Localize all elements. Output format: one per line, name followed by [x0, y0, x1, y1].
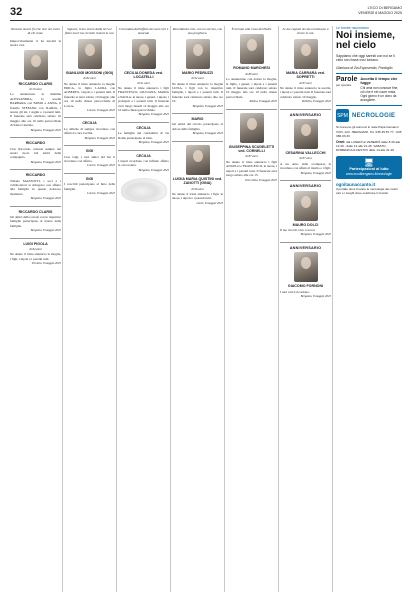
notice-place-date: Lovere, 8 maggio 2025 [87, 163, 115, 168]
sidebar-title: Noi insieme, nel cielo [336, 30, 395, 51]
deceased-name: LUIGI PIGOLA [23, 241, 48, 246]
parole-box [336, 77, 402, 102]
deceased-name: ROMANO MARCHESI [233, 66, 270, 71]
obituary-column-6 [280, 26, 331, 303]
notice-text: I nipoti ricordano con infinito affetto la cara nonna. [118, 158, 169, 168]
notice-quote: Circondata dall'affetto dei suoi cari è mancata [118, 27, 169, 36]
condolence-notice [64, 149, 115, 168]
column-divider [170, 26, 171, 592]
portrait-photo [294, 39, 318, 69]
agency-link[interactable]: ognitaunaccanto.it [336, 181, 376, 187]
info-hours-title: Orari: [336, 139, 346, 144]
newspaper-name: L'ECO DI BERGAMO [367, 6, 402, 10]
necrologie-header [336, 109, 402, 122]
anniversary-notice [280, 113, 331, 175]
agency-text: Il portale dove trovare le necrologie dei nostri cari e i luoghi dove celebrare il ricordo. [336, 186, 398, 195]
notice-divider [10, 238, 61, 239]
notice-divider [64, 117, 115, 118]
parole-heading: Accetta il tempo che fugge [360, 77, 398, 86]
deceased-age: di 87 anni [299, 156, 312, 161]
notice-quote: È tornato alla Casa del Padre [231, 27, 272, 31]
obituary-notice [118, 27, 169, 117]
notice-place-date: Lovere, 8 maggio 2025 [87, 190, 115, 195]
notice-text: Ne danno il triste annuncio la moglie ERICA, la figlia LAURA con ALBERTO, i nipoti e i parenti tutti. Il funerale si terrà sabato 10 maggio alle ore 10 nella chiesa parrocchiale di Lovere. [64, 81, 115, 108]
notice-place-date: Bergamo, 8 maggio 2025 [138, 167, 169, 172]
notice-text: Ne danno il triste annuncio le sorelle, i nipoti e i parenti tutti. Il funerale sarà celebrato sabato 10 maggio. [280, 86, 331, 99]
notice-place-date: Bergamo, 8 maggio 2025 [138, 140, 169, 145]
deceased-name: MARIO PEDRUZZI [182, 70, 213, 75]
spm-logo-icon: SPM [336, 109, 349, 122]
deceased-name: LUIGIA MARIA QUISTINI ved. ZANOTTI (GINA) [172, 176, 223, 186]
portrait-photo [294, 252, 318, 282]
obituary-column-4 [172, 26, 223, 210]
sidebar-divider [336, 105, 402, 106]
deceased-name: RICCARDO [25, 173, 46, 178]
portrait-photo [186, 145, 210, 175]
deceased-name: GIANLUIGI MOSSONI (GIGI) [65, 70, 114, 75]
notice-place-date: Verdello, 8 maggio 2025 [301, 99, 331, 104]
notice-divider [10, 206, 61, 207]
notice-quote: Le tue ragioni di vita continuano a vivere in noi. [282, 27, 329, 36]
anniversary-heading: ANNIVERSARIO [289, 184, 322, 189]
notice-place-date: Bergamo, 8 maggio 2025 [138, 112, 169, 117]
deceased-age: di 91 anni [137, 80, 150, 85]
notice-text: Il tuo ricordo vive con noi. [280, 227, 316, 232]
obituary-column-2 [64, 26, 115, 200]
sidebar-kicker: Le tombe raccontano [336, 26, 369, 30]
issue-date: VENERDÌ 8 MAGGIO 2025 [358, 10, 402, 15]
deceased-name: CECILIA DONEDA ved. LOCATELLI [124, 70, 163, 80]
notice-text: Ne danno il triste annuncio la moglie LUISA, i figli con le rispettive famiglie, i nipoti e i parenti tutti. Il funerale sarà celebrato sabato alle ore 10. [172, 81, 223, 104]
condolence-notice [10, 210, 61, 233]
notice-quote: Ricordatemi così, con un sorriso, con una preghiera. [172, 27, 223, 36]
parole-logo-title: Parole [336, 76, 358, 84]
obituary-notice [10, 242, 61, 266]
notice-place-date: Treviolo, 8 maggio 2025 [31, 261, 61, 266]
notice-place-date: Bergamo, 8 maggio 2025 [192, 103, 223, 108]
notice-text: A un anno dalla scomparsa la ricordano con affetto il marito e i figli. [280, 161, 331, 171]
info-sidebar [336, 26, 402, 195]
notice-text: Ne danno il triste annuncio la moglie, i figli, i nipoti e i parenti tutti. [10, 252, 61, 261]
notice-place-date: Bergamo, 8 maggio 2025 [84, 135, 115, 140]
obituary-column-1 [10, 26, 61, 271]
deceased-name: CECILIA [82, 121, 97, 126]
sidebar-signature: Gianluca di Zia Esposendo, Pontoglio [336, 65, 393, 70]
notice-text: I tuoi cari ti ricordano. [280, 289, 310, 294]
notice-text: Gli amici del circolo partecipano al dolore della famiglia. [172, 122, 223, 131]
info-hours-block [336, 140, 402, 152]
notice-place-date: Osio Sotto, 8 maggio 2025 [244, 177, 277, 182]
deceased-name: CECILIA [136, 125, 151, 130]
deceased-age: di 82 anni [83, 76, 96, 81]
info-address: Si ricevono gli annunci in viale Papa Giovanni XXIII, 124 - BERGAMO. Tel. 035 35.87.77 - 035 386.03.33 [336, 125, 402, 138]
deceased-name: RICCARDO CLARIS [18, 209, 53, 214]
notice-divider [172, 141, 223, 142]
notice-divider [118, 150, 169, 151]
parole-logo [336, 77, 357, 102]
column-divider [332, 26, 333, 592]
portrait-photo [132, 39, 156, 69]
lily-flower-image [121, 178, 167, 202]
deceased-age: di 87 anni [245, 154, 258, 159]
notice-divider [172, 113, 223, 114]
deceased-name: CESARINA VALLECCHI [285, 151, 326, 156]
notice-divider [10, 137, 61, 138]
deceased-name: GIUSEPPINA SCUDELETTI ved. CORNELLI [228, 144, 275, 154]
notice-place-date: Bergamo, 8 maggio 2025 [300, 293, 331, 298]
parole-logo-subtitle: per sperare [336, 82, 352, 87]
notice-text: Le amiche di sempre ricordano con affetto la cara Cecilia. [64, 126, 115, 136]
obituary-notice [172, 27, 223, 108]
condolence-notice [10, 173, 61, 200]
sidebar-text: Sappiamo che oggi saresti con noi se il cielo non fosse così lontano. [336, 54, 395, 63]
notice-divider [64, 145, 115, 146]
deceased-name: RICCARDO CLARIS [18, 81, 53, 86]
notice-place-date: Bergamo, 8 maggio 2025 [30, 159, 61, 164]
column-divider [116, 26, 117, 592]
anniversary-notice [280, 246, 331, 299]
deceased-age: di 96 anni [191, 186, 204, 191]
deceased-name: RICCARDO [25, 141, 46, 146]
obituary-notice [10, 27, 61, 132]
notice-divider [280, 109, 331, 110]
obituary-column-5 [226, 26, 277, 187]
deceased-age: di 92 anni [191, 76, 204, 81]
notice-text: I coscritti partecipano al lutto della famiglia. [64, 182, 115, 191]
condolence-notice [64, 177, 115, 196]
notice-place-date: Bergamo, 8 maggio 2025 [300, 232, 331, 237]
column-divider [278, 26, 279, 592]
necrologie-title: NECROLOGIE [352, 112, 396, 119]
notice-place-date: Gorle, 8 maggio 2025 [196, 200, 223, 205]
notice-divider [280, 242, 331, 243]
participation-title: Partecipazioni al lutto [349, 167, 389, 171]
portrait-photo [24, 50, 48, 80]
condolence-notice [10, 141, 61, 164]
obituary-notice [280, 27, 331, 104]
notice-divider [280, 180, 331, 181]
notice-quote: Nessuno muore fin che vive nel cuore di chi resta. [10, 27, 61, 36]
parole-text: Chi ama non conosce fine, ciò che è nel cuore resta. Ogni giorno è un dono da accogliere. [360, 85, 399, 103]
notice-text: Ne danno il triste annuncio i figli FRANCESCO, GIULIANA, MARIA e PAOLA, le nuore, i generi, i nipoti, i pronipoti e i parenti tutti. Il funerale avrà luogo lunedì 12 maggio alle ore 10 nella chiesa parrocchiale. [118, 86, 169, 113]
obituary-notice [226, 113, 277, 182]
obituary-notice [64, 27, 115, 112]
condolence-notice [118, 154, 169, 173]
deceased-age: di 84 anni [29, 247, 42, 251]
participation-banner[interactable] [336, 156, 402, 179]
notice-text: Gli amici della scuola con le rispettive famiglie partecipano al dolore della famiglia. [10, 214, 61, 228]
deceased-age: di 89 anni [245, 71, 258, 76]
obituary-notice [172, 145, 223, 205]
notice-place-date: Bergamo, 8 maggio 2025 [300, 170, 331, 175]
portrait-photo [294, 119, 318, 149]
column-divider [224, 26, 225, 592]
condolence-notice [172, 117, 223, 136]
notice-text: Ciao Gigi, i tuoi amici del bar ti ricordano con affetto. [64, 154, 115, 163]
notice-text: Ne danno il triste annuncio i figli, le nuore, i nipoti e i parenti tutti. [172, 191, 223, 201]
notice-text: Lo annunciano con dolore la moglie, le figlie, i generi, i nipoti e i parenti tutti. Il funerale sarà celebrato sabato 10 maggio alle ore 10 nella chiesa parrocchiale. [226, 77, 277, 99]
deceased-name: MAURO DOLCI [292, 222, 319, 227]
deceased-name: CECILIA [136, 153, 151, 158]
page-number: 32 [10, 6, 23, 18]
notice-place-date: Bergamo, 8 maggio 2025 [30, 228, 61, 233]
notice-text: Le famiglie dei condomini di via Roma partecipano al lutto. [118, 131, 169, 140]
notice-intro: Improvvisamente ci ha lasciati la nostra cara [10, 38, 61, 48]
anniversary-heading: ANNIVERSARIO [289, 112, 322, 117]
deceased-name: GIGI [85, 176, 94, 181]
masthead-info [358, 6, 402, 15]
participation-url[interactable]: www.ecodibergamo.it/necrologie [346, 171, 392, 176]
notice-divider [226, 109, 277, 110]
portrait-photo [78, 39, 102, 69]
parole-quote [360, 77, 402, 102]
deceased-name: MARIO [191, 117, 204, 122]
portrait-photo [240, 34, 264, 64]
deceased-age: di 29 anni [29, 87, 42, 92]
portrait-photo [240, 113, 264, 143]
condolence-notice [118, 126, 169, 145]
anniversary-notice [280, 184, 331, 237]
notice-divider [10, 169, 61, 170]
page-header [10, 6, 402, 21]
notice-divider [118, 122, 169, 123]
condolence-notice [64, 121, 115, 140]
sidebar-divider [336, 73, 402, 74]
notice-text: Ciao Riccardo, resterai sempre nei nostri cuori. Gli amici della compagnia. [10, 146, 61, 160]
portrait-photo [186, 39, 210, 69]
deceased-name: GIGI [85, 149, 94, 154]
portrait-photo [294, 191, 318, 221]
info-hours: dal LUNEDÌ al VENERDÌ dalle 8.30 alle 12.30 - dalle 14 alle 21.45. SABATO, DOMENICA E FESTIVI dalle 14 alle 21.45 [336, 139, 401, 152]
notice-text: Tiziano MAZZOTTI, i soci e i collaboratori si stringono con affetto alla famiglia in questo doloroso momento. [10, 178, 61, 196]
obituary-notice [226, 27, 277, 104]
notice-place-date: Bergamo, 8 maggio 2025 [192, 131, 223, 136]
deceased-name: MARIA CARRARA ved. SOPRETTI [286, 70, 325, 80]
notice-quote: Signore, il tuo vivere dalla terra è finito ma il tuo ricordo resterà in noi. [64, 27, 115, 36]
notice-divider [64, 173, 115, 174]
notice-text: Lo annunciano la mamma ALESSANDRA, la sorella BARBARA con FABIO e ANNA, il fratello STEFANO con ILARIA, i nonni, gli zii, i cugini e i parenti tutti. Il funerale sarà celebrato sabato 10 maggio alle ore 10 nella parrocchiale di Santa Caterina. [10, 92, 61, 128]
anniversary-heading: ANNIVERSARIO [289, 245, 322, 250]
computer-icon: 🖥 [363, 158, 375, 167]
notice-place-date: Albino, 8 maggio 2025 [249, 99, 277, 104]
deceased-age: di 87 anni [299, 80, 312, 85]
column-divider [62, 26, 63, 592]
notice-place-date: Lovere, 8 maggio 2025 [87, 108, 115, 113]
notice-place-date: Bergamo, 8 maggio 2025 [30, 127, 61, 132]
obituary-column-3 [118, 26, 169, 204]
notice-place-date: Bergamo, 8 maggio 2025 [30, 196, 61, 201]
notice-text: Ne danno il triste annuncio i figli ANGELO e FRANCESCO, le nuore, i nipoti e i parenti tutti. Il funerale avrà luogo sabato alle ore 15. [226, 159, 277, 178]
deceased-name: GIACOMO FORNONI [287, 284, 324, 289]
